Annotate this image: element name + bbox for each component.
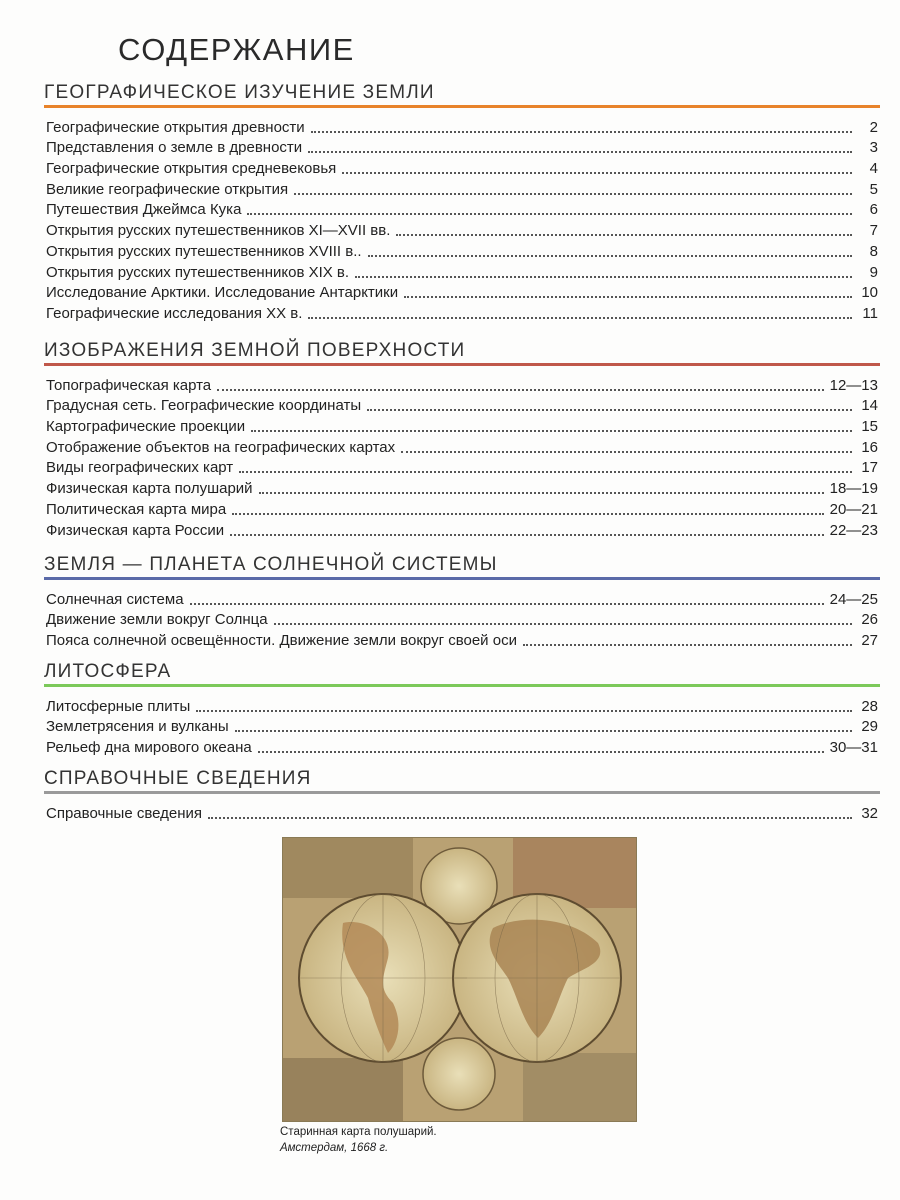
toc-entry[interactable]	[46, 199, 878, 220]
dot-leader	[294, 192, 852, 195]
entry-title: Путешествия Джеймса Кука	[46, 201, 242, 219]
entry-page: 4	[869, 160, 878, 178]
dot-leader	[308, 150, 852, 153]
south-polar-globe	[423, 1038, 495, 1110]
section-heading: ИЗОБРАЖЕНИЯ ЗЕМНОЙ ПОВЕРХНОСТИ	[44, 340, 466, 361]
corner-decoration	[283, 1058, 403, 1121]
entry-page: 12—13	[829, 376, 878, 394]
entry-title: Топографическая карта	[46, 376, 212, 394]
entry-page: 24—25	[829, 590, 878, 608]
dot-leader	[523, 643, 852, 646]
toc-entry[interactable]	[46, 282, 878, 303]
entry-page: 22—23	[829, 521, 878, 539]
toc-entry[interactable]	[46, 219, 878, 240]
entry-page: 14	[861, 397, 878, 415]
dot-leader	[396, 233, 852, 236]
section-heading: ЛИТОСФЕРА	[44, 661, 172, 682]
toc-entry[interactable]	[46, 116, 878, 137]
toc-entry[interactable]	[46, 588, 878, 609]
toc-entry[interactable]	[46, 802, 878, 823]
entry-title: Открытия русских путешественников XI—XVII вв.	[46, 222, 391, 240]
section-earth-planet	[44, 554, 880, 650]
caption-line: Старинная карта полушарий.	[280, 1126, 437, 1138]
dot-leader	[342, 171, 852, 174]
dot-leader	[367, 408, 852, 411]
entries-list	[46, 374, 878, 540]
toc-entry[interactable]	[46, 519, 878, 540]
dot-leader	[404, 295, 852, 298]
toc-entry[interactable]	[46, 457, 878, 478]
entry-page: 16	[861, 438, 878, 456]
entry-title: Литосферные плиты	[46, 697, 191, 715]
entry-title: Градусная сеть. Географические координаты	[46, 397, 362, 415]
section-lithosphere	[44, 661, 880, 757]
entry-page: 29	[861, 718, 878, 736]
toc-entry[interactable]	[46, 240, 878, 261]
entries-list	[46, 802, 878, 823]
entry-page: 27	[861, 632, 878, 650]
entry-page: 10	[861, 284, 878, 302]
toc-entry[interactable]	[46, 695, 878, 716]
entry-page: 17	[861, 459, 878, 477]
entries-list	[46, 116, 878, 323]
dot-leader	[196, 709, 852, 712]
section-heading: ЗЕМЛЯ — ПЛАНЕТА СОЛНЕЧНОЙ СИСТЕМЫ	[44, 554, 498, 575]
entry-page: 3	[869, 139, 878, 157]
entry-page: 15	[861, 418, 878, 436]
entry-title: Картографические проекции	[46, 418, 246, 436]
toc-entry[interactable]	[46, 178, 878, 199]
dot-leader	[311, 130, 852, 133]
entries-list	[46, 588, 878, 650]
toc-entry[interactable]	[46, 157, 878, 178]
dot-leader	[368, 254, 852, 257]
entry-page: 7	[869, 222, 878, 240]
dot-leader	[232, 512, 823, 515]
toc-entry[interactable]	[46, 736, 878, 757]
section-rule	[44, 684, 880, 687]
dot-leader	[247, 212, 852, 215]
section-reference	[44, 768, 880, 823]
figure-caption	[280, 1124, 437, 1156]
dot-leader	[258, 750, 824, 753]
dot-leader	[235, 729, 852, 732]
entry-page: 30—31	[829, 739, 878, 757]
dot-leader	[401, 450, 852, 453]
entry-title: Физическая карта России	[46, 521, 225, 539]
section-rule	[44, 577, 880, 580]
entry-page: 28	[861, 697, 878, 715]
toc-entry[interactable]	[46, 498, 878, 519]
section-geographic-study	[44, 82, 880, 323]
entry-page: 32	[861, 804, 878, 822]
entry-page: 5	[869, 180, 878, 198]
entry-page: 18—19	[829, 480, 878, 498]
page-title: СОДЕРЖАНИЕ	[118, 32, 355, 67]
entry-title: Географические открытия древности	[46, 118, 305, 136]
toc-entry[interactable]	[46, 261, 878, 282]
section-heading: СПРАВОЧНЫЕ СВЕДЕНИЯ	[44, 768, 312, 789]
dot-leader	[190, 602, 824, 605]
toc-entry[interactable]	[46, 415, 878, 436]
toc-entry[interactable]	[46, 609, 878, 630]
dot-leader	[308, 316, 852, 319]
entry-title: Представления о земле в древности	[46, 139, 303, 157]
entry-title: Великие географические открытия	[46, 180, 289, 198]
toc-entry[interactable]	[46, 137, 878, 158]
entry-title: Отображение объектов на географических картах	[46, 438, 396, 456]
toc-entry[interactable]	[46, 629, 878, 650]
section-heading: ГЕОГРАФИЧЕСКОЕ ИЗУЧЕНИЕ ЗЕМЛИ	[44, 82, 435, 103]
dot-leader	[259, 491, 824, 494]
dot-leader	[230, 533, 824, 536]
toc-entry[interactable]	[46, 302, 878, 323]
dot-leader	[355, 275, 852, 278]
caption-source: Амстердам, 1668 г.	[280, 1142, 389, 1154]
old-hemispheres-map-image	[282, 837, 637, 1122]
toc-entry[interactable]	[46, 436, 878, 457]
entry-title: Физическая карта полушарий	[46, 480, 253, 498]
entry-page: 8	[869, 242, 878, 260]
entry-title: Движение земли вокруг Солнца	[46, 611, 268, 629]
section-rule	[44, 791, 880, 794]
entry-title: Виды географических карт	[46, 459, 234, 477]
dot-leader	[217, 388, 823, 391]
section-rule	[44, 363, 880, 366]
entry-title: Географические открытия средневековья	[46, 160, 337, 178]
entry-title: Справочные сведения	[46, 804, 203, 822]
dot-leader	[251, 429, 852, 432]
toc-entry[interactable]	[46, 395, 878, 416]
dot-leader	[274, 622, 852, 625]
toc-entry[interactable]	[46, 374, 878, 395]
entry-page: 26	[861, 611, 878, 629]
entry-page: 6	[869, 201, 878, 219]
entry-title: Рельеф дна мирового океана	[46, 739, 252, 757]
entry-page: 9	[869, 263, 878, 281]
toc-entry[interactable]	[46, 477, 878, 498]
entry-title: Географические исследования XX в.	[46, 304, 303, 322]
entries-list	[46, 695, 878, 757]
section-earth-surface-images	[44, 340, 880, 540]
dot-leader	[239, 470, 852, 473]
corner-decoration	[283, 838, 413, 898]
corner-decoration	[523, 1053, 636, 1121]
entry-title: Солнечная система	[46, 590, 184, 608]
entry-title: Исследование Арктики. Исследование Антарктики	[46, 284, 399, 302]
entry-page: 11	[862, 304, 878, 322]
toc-entry[interactable]	[46, 716, 878, 737]
entry-title: Пояса солнечной освещённости. Движение земли вокруг своей оси	[46, 632, 517, 650]
map-illustration	[283, 838, 636, 1121]
section-rule	[44, 105, 880, 108]
dot-leader	[208, 816, 852, 819]
entry-title: Землетрясения и вулканы	[46, 718, 229, 736]
entry-page: 20—21	[829, 500, 878, 518]
entry-title: Открытия русских путешественников XIX в.	[46, 263, 350, 281]
entry-page: 2	[869, 118, 878, 136]
entry-title: Политическая карта мира	[46, 500, 227, 518]
entry-title: Открытия русских путешественников XVIII в..	[46, 242, 362, 260]
